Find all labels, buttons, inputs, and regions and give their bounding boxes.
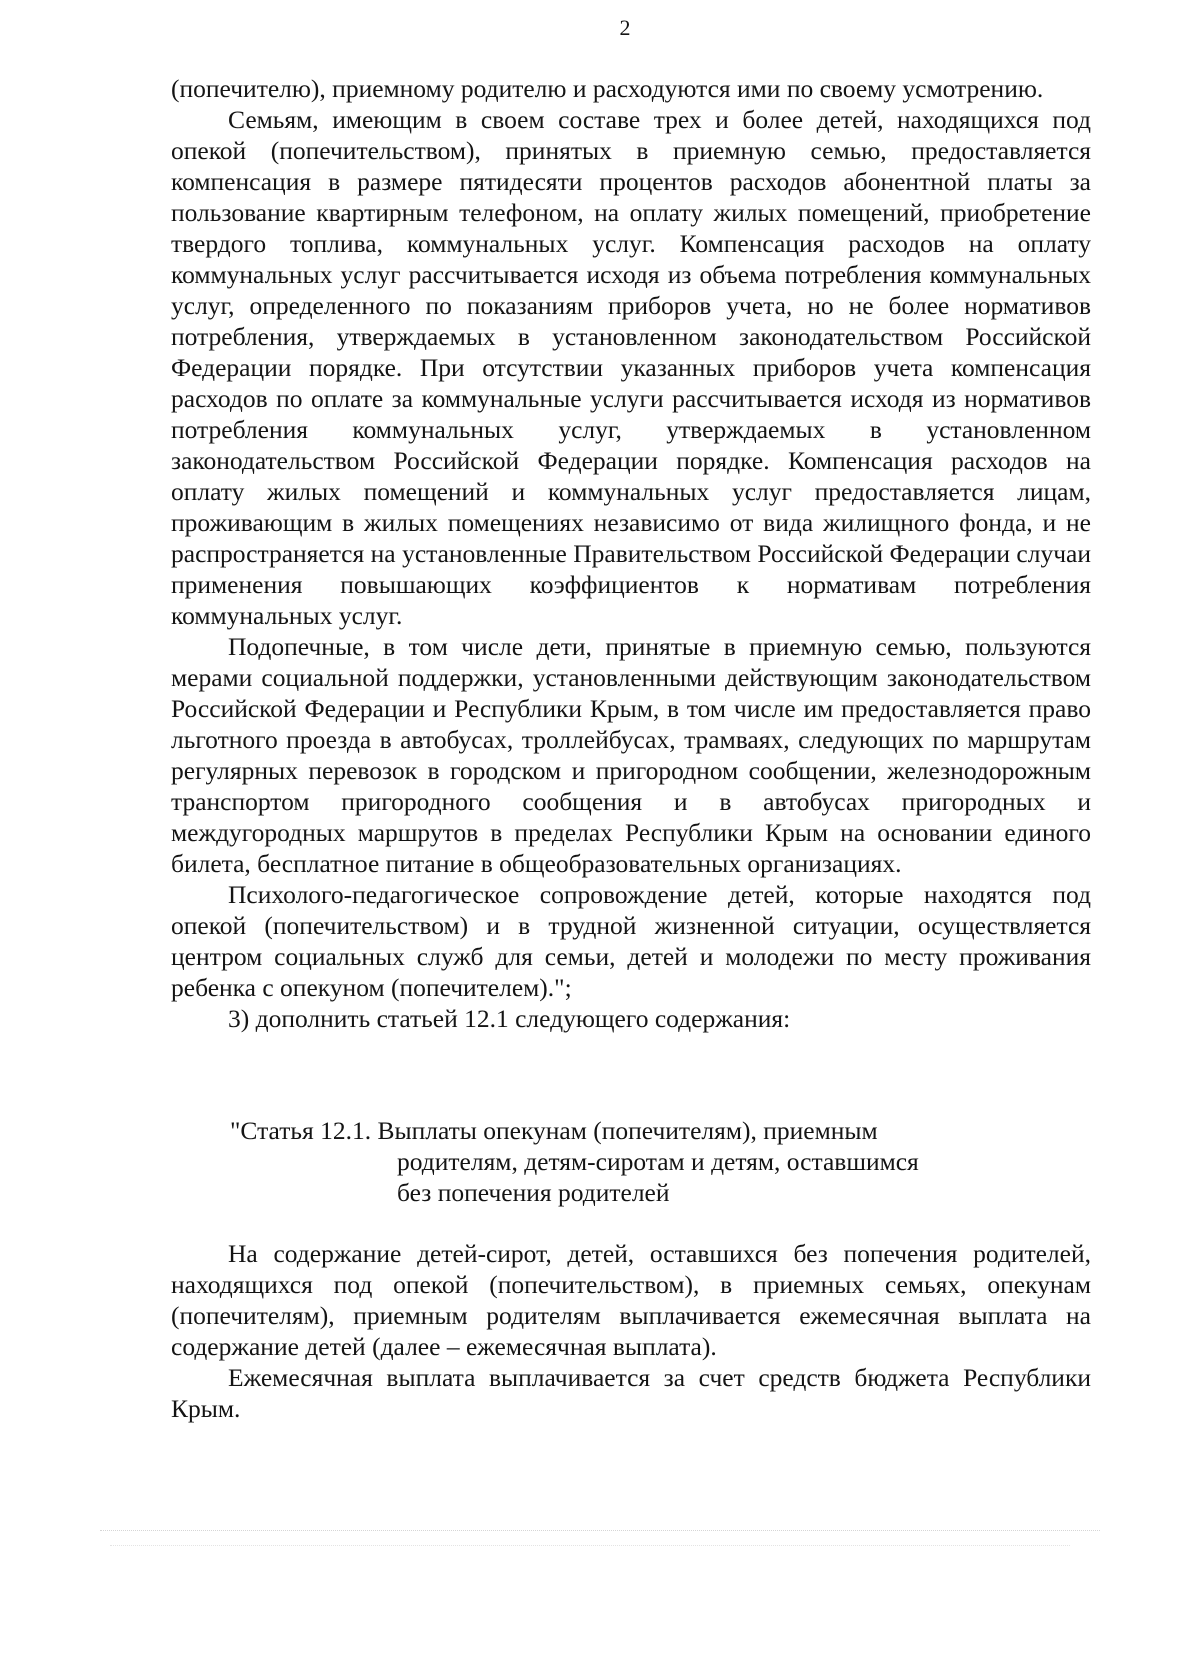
paragraph-continuation: (попечителю), приемному родителю и расходуются ими по своему усмотрению. (171, 74, 1044, 103)
article-heading-line-2: родителям, детям-сиротам и детям, оставшимся (397, 1147, 919, 1176)
scan-artifact-line (100, 1530, 1100, 1533)
paragraph-monthly-payment: На содержание детей-сирот, детей, оставшихся без попечения родителей, находящихся под опекой (попечительством), в приемных семьях, опекунам (попечителям), приемным родителям выплачивается ежемесячная выплата на содержание детей (далее – ежемесячная выплата). (171, 1239, 1091, 1361)
page-number: 2 (619, 15, 631, 40)
scan-artifact-line (110, 1545, 1070, 1548)
article-heading (230, 1115, 919, 1208)
paragraph-psychological-support: Психолого-педагогическое сопровождение детей, которые находятся под опекой (попечительством) и в трудной жизненной ситуации, осуществляется центром социальных служб для семьи, детей и молодежи по месту проживания ребенка с опекуном (попечителем)."; (171, 880, 1091, 1002)
body-text-lower (171, 1238, 1091, 1424)
paragraph-compensation: Семьям, имеющим в своем составе трех и более детей, находящихся под опекой (попечительством), принятых в приемную семью, предоставляется компенсация в размере пятидесяти процентов расходов абонентной платы за пользование квартирным телефоном, на оплату жилых помещений, приобретение твердого топлива, коммунальных услуг. Компенсация расходов на оплату коммунальных услуг рассчитывается исходя из объема потребления коммунальных услуг, определенного по показаниям приборов учета, но не более нормативов потребления, утверждаемых в установленном законодательством Российской Федерации порядке. При отсутствии указанных приборов учета компенсация расходов по оплате за коммунальные услуги рассчитывается исходя из нормативов потребления коммунальных услуг, утверждаемых в установленном законодательством Российской Федерации порядке. Компенсация расходов на оплату жилых помещений и коммунальных услуг предоставляется лицам, проживающим в жилых помещениях независимо от вида жилищного фонда, и не распространяется на установленные Правительством Российской Федерации случаи применения повышающих коэффициентов к нормативам потребления коммунальных услуг. (171, 105, 1091, 630)
paragraph-payment-source: Ежемесячная выплата выплачивается за счет средств бюджета Республики Крым. (171, 1363, 1091, 1423)
article-heading-line-3: без попечения родителей (397, 1178, 670, 1207)
paragraph-social-support: Подопечные, в том числе дети, принятые в приемную семью, пользуются мерами социальной поддержки, установленными действующим законодательством Российской Федерации и Республики Крым, в том числе им предоставляется право льготного проезда в автобусах, троллейбусах, трамваях, следующих по маршрутам регулярных перевозок в городском и пригородном сообщении, железнодорожным транспортом пригородного сообщения и в автобусах пригородных и междугородных маршрутов в пределах Республики Крым на основании единого билета, бесплатное питание в общеобразовательных организациях. (171, 632, 1091, 878)
body-text-upper (171, 73, 1091, 1034)
article-heading-line-1: "Статья 12.1. Выплаты опекунам (попечителям), приемным (230, 1116, 878, 1145)
paragraph-amendment-item: 3) дополнить статьей 12.1 следующего содержания: (228, 1004, 791, 1033)
